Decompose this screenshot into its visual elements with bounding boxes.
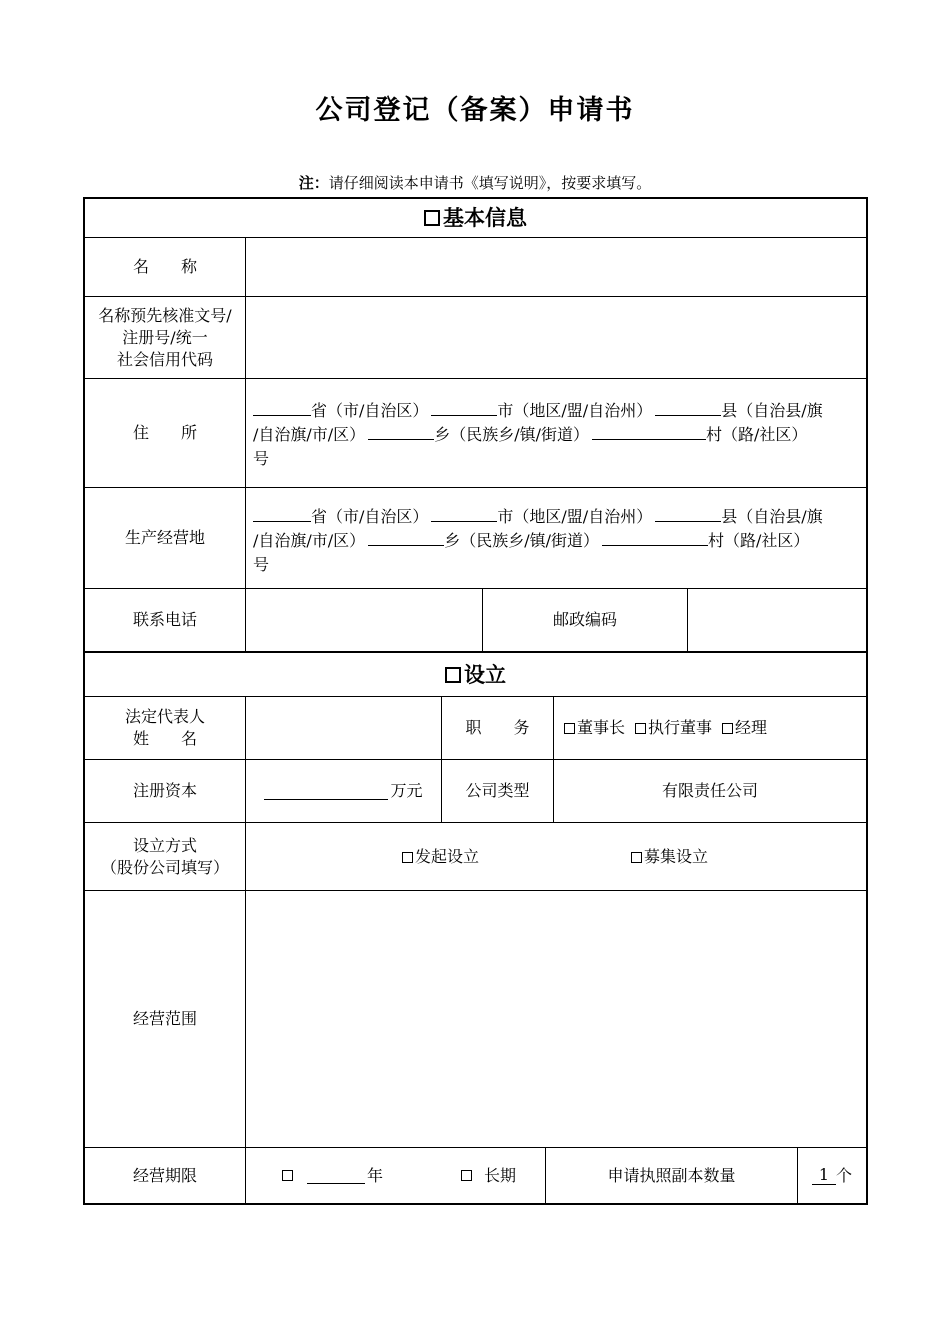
label-line: 名称预先核准文号/ <box>98 305 232 325</box>
label-line: 法定代表人 <box>124 707 205 726</box>
addr-text: 村（路/社区） <box>705 425 808 444</box>
capital-unit: 万元 <box>390 781 423 800</box>
label-line: 注册号/统一 <box>122 327 208 347</box>
blank-county[interactable] <box>655 399 721 416</box>
option-offering <box>631 846 708 868</box>
addr-text: 省（市/自治区） <box>311 401 429 420</box>
addr-text: 号 <box>253 555 270 574</box>
blank-town[interactable] <box>368 423 434 440</box>
section-checkbox[interactable] <box>424 210 440 226</box>
blank-province[interactable] <box>253 505 311 522</box>
section-checkbox[interactable] <box>445 667 461 683</box>
addr-text: 乡（民族乡/镇/街道） <box>444 531 599 550</box>
option-label: 经理 <box>735 718 768 737</box>
label-legal-rep <box>85 697 245 759</box>
label-business-term: 经营期限 <box>132 1165 197 1185</box>
option-label: 发起设立 <box>415 846 480 866</box>
blank-capital[interactable] <box>264 783 388 800</box>
label-line: 设立方式 <box>132 835 197 855</box>
checkbox-chairman[interactable] <box>564 723 575 734</box>
field-setup-method <box>246 823 866 890</box>
label-company-type: 公司类型 <box>465 781 530 800</box>
field-registration-code[interactable] <box>246 297 866 378</box>
field-license-copies <box>798 1148 866 1203</box>
note-label: 注： <box>298 174 329 192</box>
checkbox-manager[interactable] <box>722 723 733 734</box>
label-production-site: 生产经营地 <box>124 528 205 547</box>
section-title: 基本信息 <box>443 205 527 230</box>
addr-text: 县（自治县/旗 <box>721 507 823 526</box>
addr-text: 市（地区/盟/自治州） <box>497 507 653 526</box>
blank-province[interactable] <box>253 399 311 416</box>
label-capital: 注册资本 <box>132 781 197 800</box>
copies-unit: 个 <box>835 1165 852 1185</box>
option-label: 董事长 <box>577 718 626 737</box>
page-title: 公司登记（备案）申请书 <box>315 95 635 126</box>
value-company-type: 有限责任公司 <box>661 781 758 800</box>
label-business-scope: 经营范围 <box>132 1009 197 1028</box>
label-position: 职 务 <box>465 718 530 737</box>
blank-village[interactable] <box>602 529 708 546</box>
addr-text: 乡（民族乡/镇/街道） <box>434 425 589 444</box>
blank-village[interactable] <box>592 423 706 440</box>
label-setup-method <box>85 823 245 890</box>
label-address: 住 所 <box>132 423 197 442</box>
field-capital <box>246 760 441 822</box>
addr-text: /自治旗/市/区） <box>253 425 366 444</box>
checkbox-exec-director[interactable] <box>635 723 646 734</box>
option-label: 长期 <box>484 1165 517 1185</box>
field-name[interactable] <box>246 238 866 296</box>
checkbox-promotion[interactable] <box>402 852 413 863</box>
note-text: 请仔细阅读本申请书《填写说明》，按要求填写。 <box>328 174 652 192</box>
addr-text: 村（路/社区） <box>707 531 810 550</box>
section-title: 设立 <box>464 661 506 687</box>
blank-town[interactable] <box>368 529 444 546</box>
blank-city[interactable] <box>431 505 497 522</box>
option-label: 执行董事 <box>648 718 713 737</box>
field-production-site[interactable] <box>253 505 858 577</box>
checkbox-term-years[interactable] <box>282 1170 293 1181</box>
addr-text: 县（自治县/旗 <box>721 401 823 420</box>
label-registration-code <box>85 297 245 378</box>
field-business-term <box>246 1148 545 1203</box>
blank-city[interactable] <box>431 399 497 416</box>
option-promotion <box>402 846 479 868</box>
label-phone: 联系电话 <box>132 610 197 629</box>
label-line: 姓 名 <box>132 729 197 748</box>
addr-text: 省（市/自治区） <box>311 507 429 526</box>
addr-text: /自治旗/市/区） <box>253 531 366 550</box>
label-name: 名 称 <box>132 257 197 276</box>
section-header-setup <box>85 653 866 696</box>
field-position-options <box>554 697 866 759</box>
checkbox-long-term[interactable] <box>461 1170 472 1181</box>
option-label: 募集设立 <box>644 846 709 866</box>
checkbox-offering[interactable] <box>631 852 642 863</box>
addr-text: 号 <box>253 449 270 468</box>
label-line: 社会信用代码 <box>116 349 213 369</box>
value-copies[interactable]: 1 <box>812 1166 836 1185</box>
label-postcode: 邮政编码 <box>552 610 617 629</box>
field-address[interactable] <box>253 399 858 471</box>
field-phone[interactable] <box>246 589 482 651</box>
addr-text: 市（地区/盟/自治州） <box>497 401 653 420</box>
blank-county[interactable] <box>655 505 721 522</box>
form-note <box>0 172 950 193</box>
field-business-scope[interactable] <box>246 891 866 1147</box>
field-legal-rep-name[interactable] <box>246 697 441 759</box>
label-line: （股份公司填写） <box>100 857 229 877</box>
year-unit: 年 <box>367 1165 384 1185</box>
label-license-copies: 申请执照副本数量 <box>607 1165 736 1185</box>
field-postcode[interactable] <box>688 589 866 651</box>
section-header-basic <box>85 199 866 237</box>
blank-years[interactable] <box>307 1167 365 1184</box>
